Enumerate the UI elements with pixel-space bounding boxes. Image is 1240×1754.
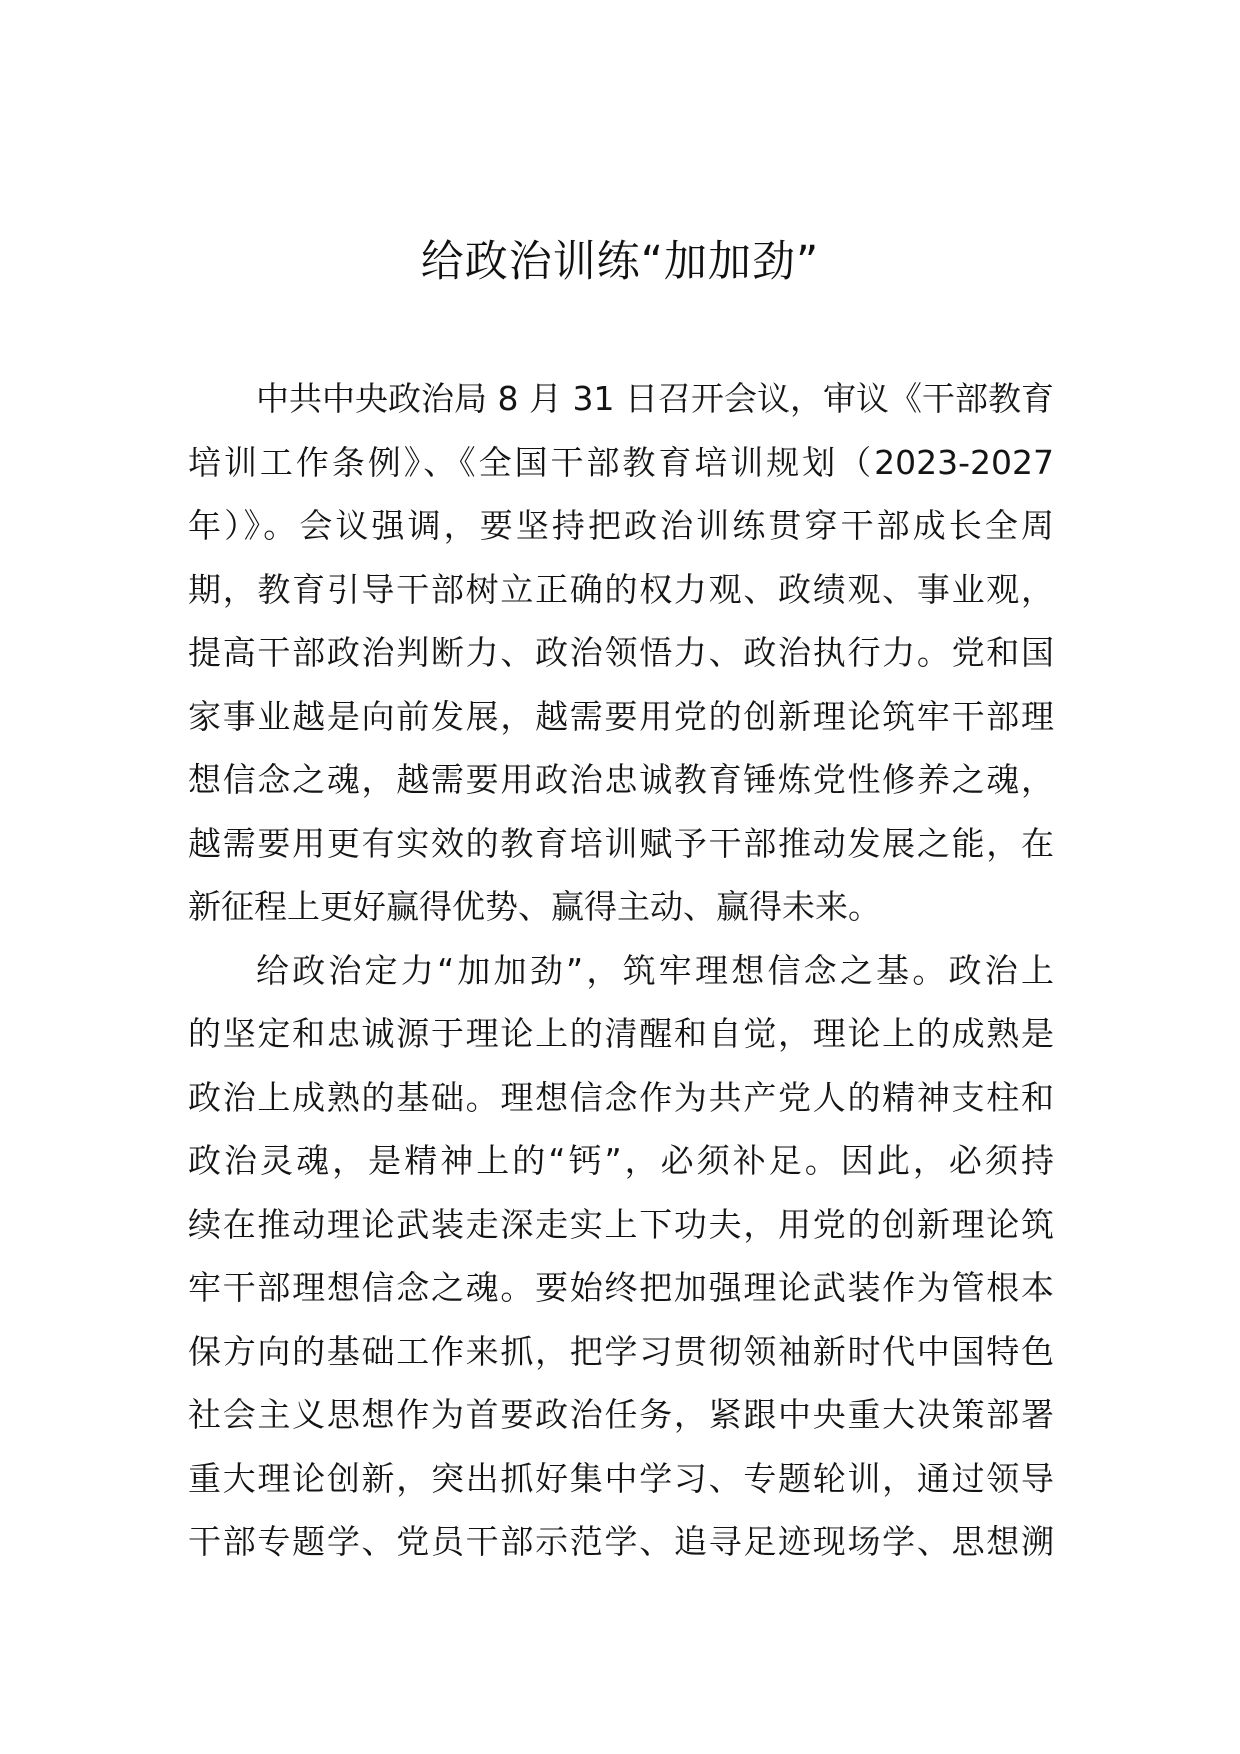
paragraph-2-line: 保方向的基础工作来抓，把学习贯彻领袖新时代中国特色 <box>188 1331 1054 1371</box>
paragraph-2-line: 社会主义思想作为首要政治任务，紧跟中央重大决策部署 <box>188 1395 1054 1434</box>
paragraph-1-line: 培训工作条例》、《全国干部教育培训规划（2023-2027 <box>188 442 1054 482</box>
paragraph-2-line: 重大理论创新，突出抓好集中学习、专题轮训，通过领导 <box>188 1458 1054 1498</box>
paragraph-1-line: 中共中央政治局 8 月 31 日召开会议，审议《干部教育 <box>256 379 1054 418</box>
paragraph-2-line: 续在推动理论武装走深走实上下功夫，用党的创新理论筑 <box>188 1204 1054 1244</box>
paragraph-2-line: 牢干部理想信念之魂。要始终把加强理论武装作为管根本 <box>188 1268 1054 1307</box>
paragraph-1-line: 期，教育引导干部树立正确的权力观、政绩观、事业观， <box>188 569 1054 609</box>
paragraph-1-line: 新征程上更好赢得优势、赢得主动、赢得未来。 <box>188 887 881 926</box>
paragraph-1-line: 年）》。会议强调，要坚持把政治训练贯穿干部成长全周 <box>188 506 1054 545</box>
paragraph-2-line: 给政治定力“加加劲”，筑牢理想信念之基。政治上 <box>256 950 1054 990</box>
paragraph-1-line: 想信念之魂，越需要用政治忠诚教育锤炼党性修养之魂， <box>188 760 1054 799</box>
paragraph-1-line: 提高干部政治判断力、政治领悟力、政治执行力。党和国 <box>188 633 1054 672</box>
paragraph-1-line: 越需要用更有实效的教育培训赋予干部推动发展之能，在 <box>188 823 1054 863</box>
document-title: 给政治训练“加加劲” <box>420 237 820 287</box>
paragraph-2-line: 政治上成熟的基础。理想信念作为共产党人的精神支柱和 <box>188 1077 1054 1117</box>
paragraph-2-line: 干部专题学、党员干部示范学、追寻足迹现场学、思想溯 <box>188 1522 1054 1561</box>
paragraph-2-line: 的坚定和忠诚源于理论上的清醒和自觉，理论上的成熟是 <box>188 1014 1054 1053</box>
paragraph-2-line: 政治灵魂，是精神上的“钙”，必须补足。因此，必须持 <box>188 1141 1054 1180</box>
document-body <box>188 367 1054 1574</box>
paragraph-1-line: 家事业越是向前发展，越需要用党的创新理论筑牢干部理 <box>188 696 1054 736</box>
